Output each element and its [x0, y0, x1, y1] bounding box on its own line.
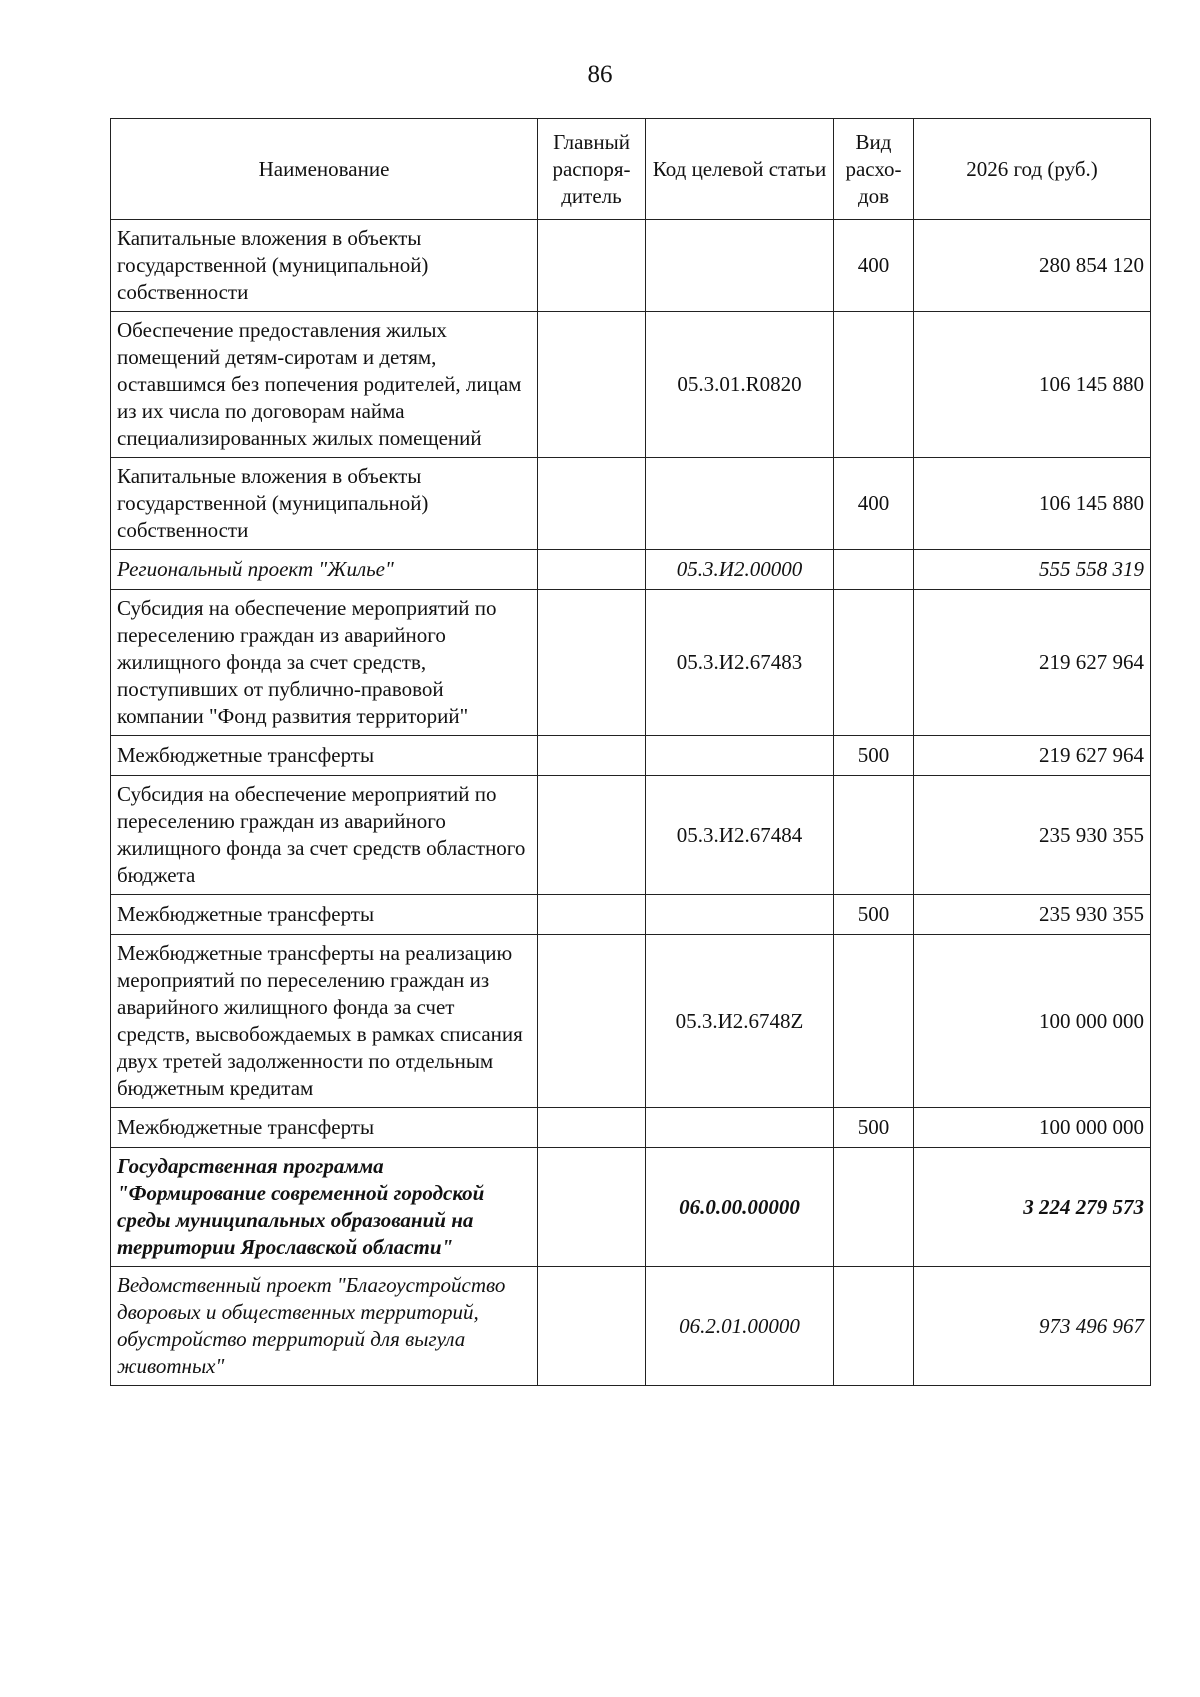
header-manager: Главный распоря-дитель — [538, 119, 646, 220]
row-type: 500 — [834, 736, 914, 776]
row-type — [834, 1148, 914, 1267]
table-row — [111, 1148, 1151, 1267]
table-row — [111, 1267, 1151, 1386]
row-code: 05.3.И2.00000 — [646, 550, 834, 590]
row-manager — [538, 590, 646, 736]
row-code — [646, 895, 834, 935]
row-amount: 235 930 355 — [914, 895, 1151, 935]
budget-table — [110, 118, 1151, 1386]
row-manager — [538, 312, 646, 458]
header-amount: 2026 год (руб.) — [914, 119, 1151, 220]
row-name: Межбюджетные трансферты на реализацию мероприятий по переселению граждан из аварийного жилищного фонда за счет средств, высвобождаемых в рамках списания двух третей задолженности по отдельным бюджетным кредитам — [111, 935, 538, 1108]
table-row — [111, 895, 1151, 935]
table-row — [111, 935, 1151, 1108]
row-amount: 973 496 967 — [914, 1267, 1151, 1386]
row-type — [834, 935, 914, 1108]
row-type: 500 — [834, 895, 914, 935]
row-manager — [538, 458, 646, 550]
row-type — [834, 1267, 914, 1386]
row-code: 06.2.01.00000 — [646, 1267, 834, 1386]
row-manager — [538, 1108, 646, 1148]
row-code — [646, 220, 834, 312]
header-name: Наименование — [111, 119, 538, 220]
row-code: 06.0.00.00000 — [646, 1148, 834, 1267]
table-row — [111, 312, 1151, 458]
row-type: 500 — [834, 1108, 914, 1148]
row-manager — [538, 895, 646, 935]
row-name: Межбюджетные трансферты — [111, 895, 538, 935]
row-code — [646, 458, 834, 550]
row-amount: 280 854 120 — [914, 220, 1151, 312]
row-code: 05.3.И2.6748Z — [646, 935, 834, 1108]
row-manager — [538, 550, 646, 590]
row-amount: 100 000 000 — [914, 935, 1151, 1108]
row-code: 05.3.01.R0820 — [646, 312, 834, 458]
row-type — [834, 590, 914, 736]
row-manager — [538, 1267, 646, 1386]
row-amount: 106 145 880 — [914, 312, 1151, 458]
header-row — [111, 119, 1151, 220]
row-manager — [538, 935, 646, 1108]
table-row — [111, 550, 1151, 590]
row-manager — [538, 736, 646, 776]
row-name: Обеспечение предоставления жилых помещений детям-сиротам и детям, оставшимся без попечения родителей, лицам из их числа по договорам найма специализированных жилых помещений — [111, 312, 538, 458]
table-row — [111, 220, 1151, 312]
row-name: Межбюджетные трансферты — [111, 1108, 538, 1148]
table-row — [111, 458, 1151, 550]
row-amount: 219 627 964 — [914, 736, 1151, 776]
row-type: 400 — [834, 458, 914, 550]
header-code: Код целевой статьи — [646, 119, 834, 220]
table-row — [111, 590, 1151, 736]
row-name: Межбюджетные трансферты — [111, 736, 538, 776]
row-type — [834, 550, 914, 590]
row-name: Субсидия на обеспечение мероприятий по переселению граждан из аварийного жилищного фонда за счет средств областного бюджета — [111, 776, 538, 895]
row-manager — [538, 1148, 646, 1267]
row-name: Ведомственный проект "Благоустройство дворовых и общественных территорий, обустройство территорий для выгула животных" — [111, 1267, 538, 1386]
row-code: 05.3.И2.67484 — [646, 776, 834, 895]
table-row — [111, 736, 1151, 776]
row-manager — [538, 220, 646, 312]
row-name: Капитальные вложения в объекты государственной (муниципальной) собственности — [111, 458, 538, 550]
row-amount: 3 224 279 573 — [914, 1148, 1151, 1267]
page-number: 86 — [587, 61, 613, 88]
table-row — [111, 776, 1151, 895]
row-amount: 219 627 964 — [914, 590, 1151, 736]
row-type — [834, 776, 914, 895]
row-code: 05.3.И2.67483 — [646, 590, 834, 736]
row-name: Капитальные вложения в объекты государственной (муниципальной) собственности — [111, 220, 538, 312]
row-code — [646, 736, 834, 776]
row-amount: 555 558 319 — [914, 550, 1151, 590]
row-code — [646, 1108, 834, 1148]
row-name: Субсидия на обеспечение мероприятий по переселению граждан из аварийного жилищного фонда за счет средств, поступивших от публично-правовой компании "Фонд развития территорий" — [111, 590, 538, 736]
row-type — [834, 312, 914, 458]
row-amount: 235 930 355 — [914, 776, 1151, 895]
table-row — [111, 1108, 1151, 1148]
header-type: Вид расхо-дов — [834, 119, 914, 220]
row-type: 400 — [834, 220, 914, 312]
row-manager — [538, 776, 646, 895]
row-amount: 100 000 000 — [914, 1108, 1151, 1148]
row-name: Государственная программа "Формирование современной городской среды муниципальных образований на территории Ярославской области" — [111, 1148, 538, 1267]
row-name: Региональный проект "Жилье" — [111, 550, 538, 590]
row-amount: 106 145 880 — [914, 458, 1151, 550]
